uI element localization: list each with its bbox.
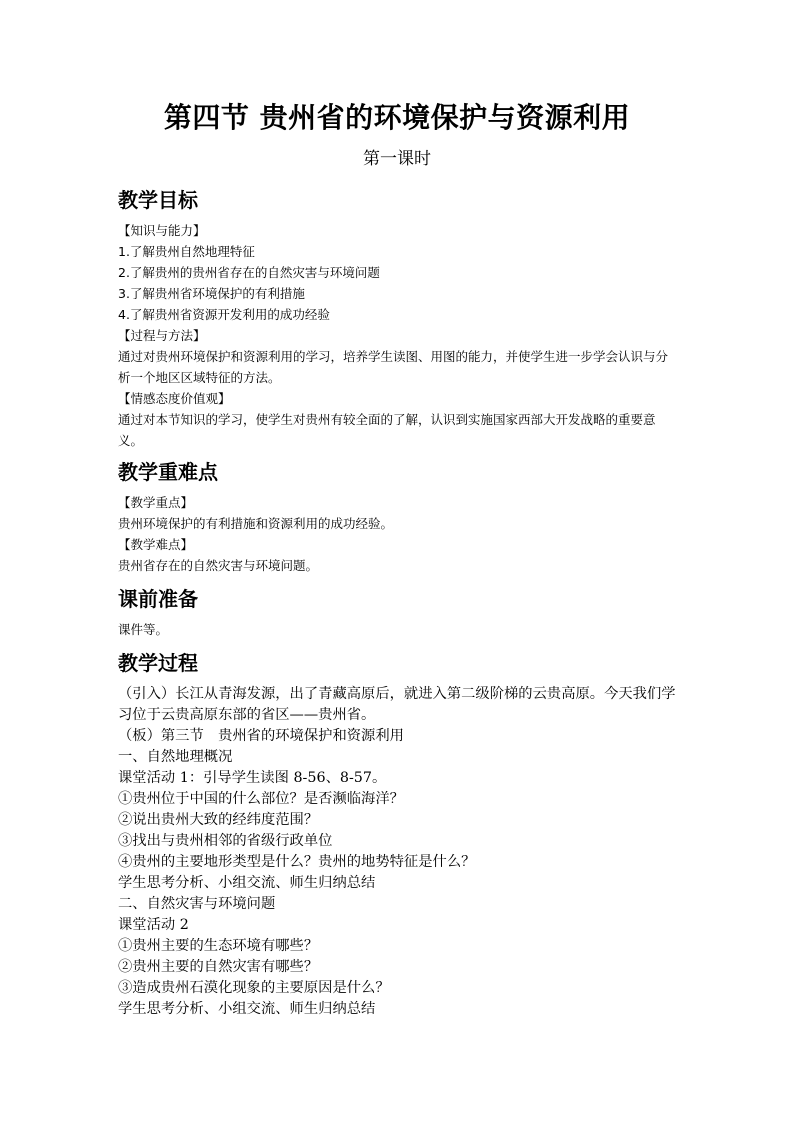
knowledge-label: 【知识与能力】 — [118, 223, 206, 238]
process-line: 一、自然地理概况 — [118, 749, 233, 765]
difficulty-text: 贵州省存在的自然灾害与环境问题。 — [118, 558, 319, 573]
document-body — [118, 183, 680, 1020]
process-line: ②说出贵州大致的经纬度范围？ — [118, 812, 319, 828]
preparation-text: 课件等。 — [118, 622, 169, 637]
teaching-process-section — [118, 646, 680, 1020]
page-title: 第四节 贵州省的环境保护与资源利用 — [163, 101, 631, 134]
focus-label: 【教学重点】 — [118, 495, 194, 510]
process-line: 学生思考分析、小组交流、师生归纳总结 — [118, 875, 376, 891]
process-line: 课堂活动 2 — [118, 917, 189, 933]
preparation-heading: 课前准备 — [118, 587, 198, 611]
process-line: ④贵州的主要地形类型是什么？贵州的地势特征是什么？ — [118, 854, 476, 870]
focus-text: 贵州环境保护的有利措施和资源利用的成功经验。 — [118, 516, 394, 531]
process-method-text: 通过对贵州环境保护和资源利用的学习，培养学生读图、用图的能力，并使学生进一步学会认识与分析一个地区区域特征的方法。 — [118, 349, 669, 385]
emotion-text: 通过对本节知识的学习，使学生对贵州有较全面的了解，认识到实施国家西部大开发战略的重要意义。 — [118, 412, 656, 448]
key-points-heading: 教学重难点 — [118, 460, 218, 484]
page-subtitle: 第一课时 — [363, 149, 431, 169]
process-method-label: 【过程与方法】 — [118, 328, 206, 343]
knowledge-item: 2.了解贵州的贵州省存在的自然灾害与环境问题 — [118, 265, 380, 280]
process-line: 学生思考分析、小组交流、师生归纳总结 — [118, 1001, 376, 1017]
objectives-heading: 教学目标 — [118, 188, 198, 212]
process-line: ②贵州主要的自然灾害有哪些？ — [118, 959, 319, 975]
emotion-label: 【情感态度价值观】 — [118, 391, 231, 406]
key-points-section — [118, 455, 680, 576]
process-line: 二、自然灾害与环境问题 — [118, 896, 276, 912]
process-line: ①贵州主要的生态环境有哪些？ — [118, 938, 319, 954]
objectives-section — [118, 183, 680, 451]
process-line: ③造成贵州石漠化现象的主要原因是什么？ — [118, 980, 390, 996]
knowledge-item: 3.了解贵州省环境保护的有利措施 — [118, 286, 305, 301]
knowledge-item: 1.了解贵州自然地理特征 — [118, 244, 255, 259]
process-line: （引入）长江从青海发源，出了青藏高原后，就进入第二级阶梯的云贵高原。今天我们学习位于云贵高原东部的省区——贵州省。 — [118, 686, 676, 723]
process-line: （板）第三节 贵州省的环境保护和资源利用 — [118, 728, 404, 744]
knowledge-item: 4.了解贵州省资源开发利用的成功经验 — [118, 307, 330, 322]
process-line: ③找出与贵州相邻的省级行政单位 — [118, 833, 333, 849]
preparation-section — [118, 582, 680, 640]
process-line: 课堂活动 1：引导学生读图 8-56、8-57。 — [118, 770, 387, 786]
teaching-process-heading: 教学过程 — [118, 651, 198, 675]
difficulty-label: 【教学难点】 — [118, 537, 194, 552]
process-line: ①贵州位于中国的什么部位？是否濒临海洋？ — [118, 791, 404, 807]
